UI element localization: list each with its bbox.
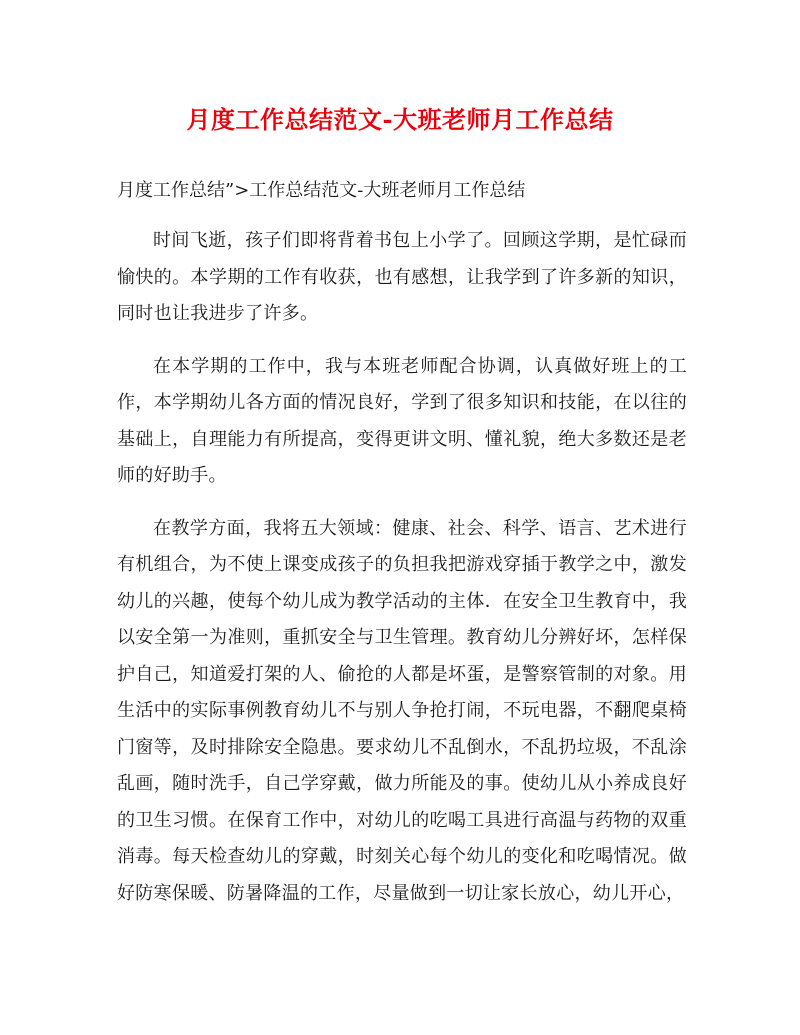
paragraph: 在教学方面，我将五大领域：健康、社会、科学、语言、艺术进行有机组合，为不使上课变成孩子的负担我把游戏穿插于教学之中，激发幼儿的兴趣，使每个幼儿成为教学活动的主体．在安全卫生教育中，我以安全第一为准则，重抓安全与卫生管理。教育幼儿分辨好坏，怎样保护自己，知道爱打架的人、偷抢的人都是坏蛋，是警察管制的对象。用生活中的实际事例教育幼儿不与别人争抢打闹，不玩电器，不翻爬桌椅门窗等，及时排除安全隐患。要求幼儿不乱倒水，不乱扔垃圾，不乱涂乱画，随时洗手，自己学穿戴，做力所能及的事。使幼儿从小养成良好的卫生习惯。在保育工作中，对幼儿的吃喝工具进行高温与药物的双重消毒。每天检查幼儿的穿戴，时刻关心每个幼儿的变化和吃喝情况。做好防寒保暖、防暑降温的工作，尽量做到一切让家长放心，幼儿开心，	[117, 517, 687, 904]
paragraph: 时间飞逝，孩子们即将背着书包上小学了。回顾这学期，是忙碌而愉快的。本学期的工作有收获，也有感想，让我学到了许多新的知识，同时也让我进步了许多。	[117, 230, 687, 324]
breadcrumb: 月度工作总结”>工作总结范文-大班老师月工作总结	[117, 180, 526, 201]
document-title: 月度工作总结范文-大班老师月工作总结	[186, 105, 614, 134]
paragraph: 在本学期的工作中，我与本班老师配合协调，认真做好班上的工作，本学期幼儿各方面的情况良好，学到了很多知识和技能，在以往的基础上，自理能力有所提高，变得更讲文明、懂礼貌，绝大多数还是老师的好助手。	[117, 355, 687, 486]
document-body	[117, 223, 687, 912]
